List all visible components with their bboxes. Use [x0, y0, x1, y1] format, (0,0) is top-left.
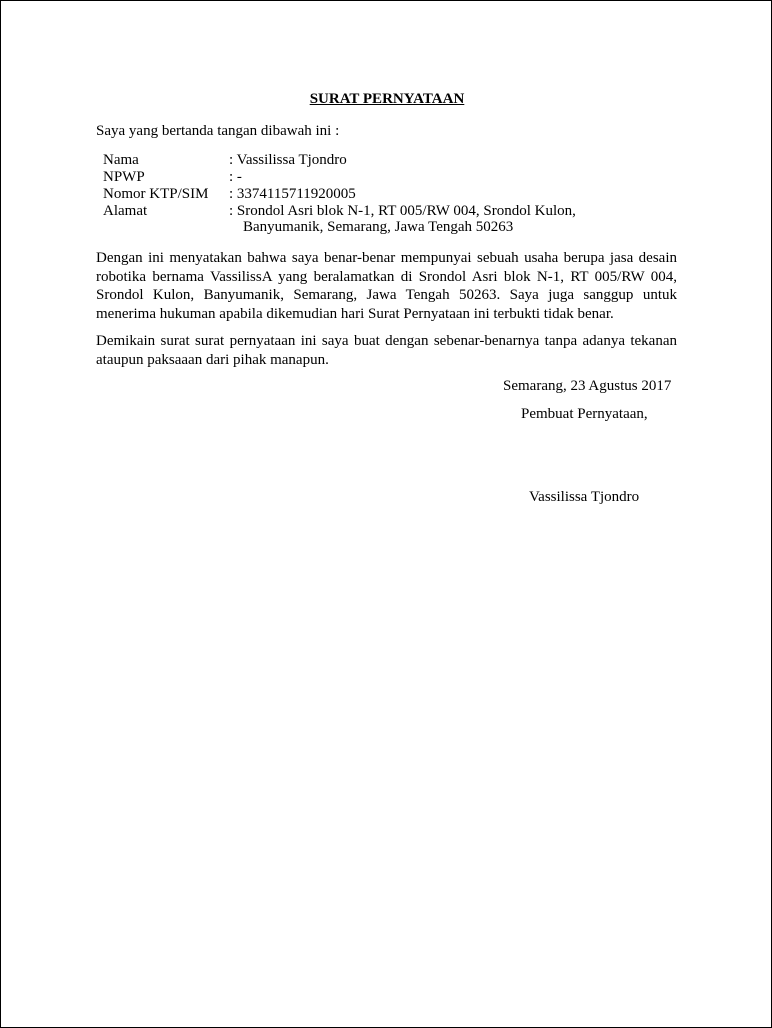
maker-label: Pembuat Pernyataan,: [521, 406, 648, 422]
field-nama-value: : Vassilissa Tjondro: [229, 152, 347, 168]
place-date: Semarang, 23 Agustus 2017: [503, 378, 672, 394]
field-ktp-value: : 3374115711920005: [229, 186, 356, 202]
field-nama-label: Nama: [103, 152, 139, 168]
document-title: SURAT PERNYATAAN: [309, 91, 465, 107]
field-ktp-label: Nomor KTP/SIM: [103, 186, 209, 202]
field-alamat-value: : Srondol Asri blok N-1, RT 005/RW 004, Srondol Kulon,: [229, 203, 576, 219]
field-npwp-label: NPWP: [103, 169, 145, 185]
closing-paragraph: Demikain surat surat pernyataan ini saya buat dengan sebenar-benarnya tanpa adanya tekanan ataupun paksaaan dari pihak manapun.: [96, 333, 677, 368]
field-nama: [103, 151, 347, 169]
intro-text: Saya yang bertanda tangan dibawah ini :: [96, 123, 340, 139]
field-alamat-label: Alamat: [103, 203, 148, 219]
field-ktp: [103, 185, 356, 203]
signer-name: Vassilissa Tjondro: [529, 489, 640, 505]
statement-paragraph: Dengan ini menyatakan bahwa saya benar-benar mempunyai sebuah usaha berupa jasa desain robotika bernama VassilissA yang beralamatkan di Srondol Asri blok N-1, RT 005/RW 004, Srondol Kulon, Banyumanik, Semarang, Jawa Tengah 50263. Saya juga sanggup untuk menerima hukuman apabila dikemudian hari Surat Pernyataan ini terbukti tidak benar.: [96, 250, 677, 322]
field-npwp: [103, 168, 242, 186]
field-npwp-value: : -: [229, 169, 242, 185]
field-alamat-value-continued: Banyumanik, Semarang, Jawa Tengah 50263: [243, 219, 514, 235]
